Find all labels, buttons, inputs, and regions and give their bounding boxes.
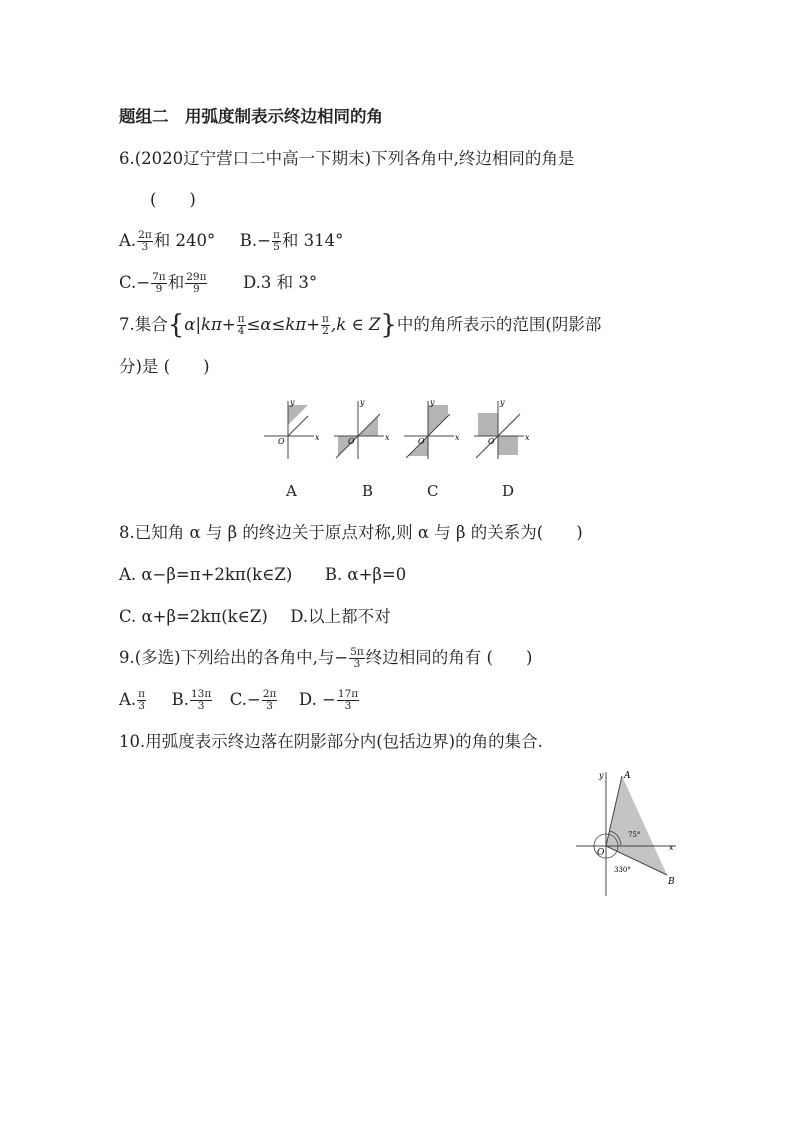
q7-set-a: α|kπ+ bbox=[184, 315, 236, 334]
q7-figure-b bbox=[334, 398, 390, 459]
q6-a-prefix: A. bbox=[119, 231, 137, 250]
right-brace-icon: } bbox=[380, 310, 397, 340]
q8-a: A. α−β=π+2kπ(k∈Z) bbox=[119, 565, 293, 584]
q7-a-y-label: y bbox=[290, 398, 295, 407]
q7-b-y-label: y bbox=[360, 398, 365, 407]
q6-d-text: D.3 和 3° bbox=[242, 273, 318, 292]
q7-c-x-label: x bbox=[455, 433, 460, 442]
q8-c: C. α+β=2kπ(k∈Z) bbox=[119, 607, 268, 626]
q9-c-fraction: $\frac{2\pi}{3}$ bbox=[262, 688, 277, 712]
q7-d-x-label: x bbox=[525, 433, 530, 442]
q7-options-figure bbox=[262, 397, 534, 463]
q8-stem: 8.已知角 α 与 β 的终边关于原点对称,则 α 与 β 的关系为( ) bbox=[119, 523, 583, 542]
q7-a-origin: O bbox=[278, 437, 285, 446]
q9-b-fraction: $\frac{13\pi}{3}$ bbox=[190, 688, 212, 712]
q10-label-b: B bbox=[668, 877, 675, 887]
q7-set-c: ,k ∈ Z bbox=[330, 315, 381, 334]
q7-figure-d bbox=[474, 398, 530, 459]
q7-set-b: ≤α≤kπ+ bbox=[246, 315, 321, 334]
q6-c-fraction-1: $\frac{7\pi}{9}$ bbox=[152, 271, 166, 295]
q6-a-fraction: $\frac{2\pi}{3}$ bbox=[138, 229, 152, 253]
q7-suffix: 中的角所表示的范围(阴影部 bbox=[396, 315, 602, 334]
q7-d-origin: O bbox=[488, 437, 495, 446]
q6-a-text: 和 240° bbox=[153, 231, 216, 250]
q9-d-fraction: $\frac{17\pi}{3}$ bbox=[337, 688, 359, 712]
q7-line2: 分)是 ( ) bbox=[119, 357, 210, 376]
q6-stem: 6.(2020辽宁营口二中高一下期末)下列各角中,终边相同的角是 bbox=[119, 149, 575, 168]
q10-angle-330: 330° bbox=[614, 866, 631, 874]
q10-figure bbox=[572, 768, 684, 900]
q8-options-ab bbox=[119, 563, 406, 587]
q9-a-prefix: A. bbox=[119, 690, 137, 709]
q10-label-y: y bbox=[599, 771, 604, 780]
q7-fraction-2: $\frac{\pi}{2}$ bbox=[322, 313, 329, 337]
q9-b-prefix: B. bbox=[171, 690, 189, 709]
q8-d: D.以上都不对 bbox=[290, 607, 391, 626]
q6-b-text: 和 314° bbox=[281, 231, 344, 250]
q7-figure-a bbox=[264, 398, 320, 459]
q9-c-prefix: C.− bbox=[229, 690, 261, 709]
q7-a-x-label: x bbox=[315, 433, 320, 442]
q6-options-ab bbox=[119, 229, 343, 253]
q7-option-a-label: A bbox=[286, 482, 297, 500]
q6-c-mid: 和 bbox=[167, 273, 185, 292]
q9-stem-a: 9.(多选)下列给出的各角中,与− bbox=[119, 648, 349, 667]
q10-label-a: A bbox=[624, 771, 631, 781]
q7-figure-c bbox=[404, 398, 460, 459]
q7-c-origin: O bbox=[418, 437, 425, 446]
q9-stem-b: 终边相同的角有 ( ) bbox=[365, 648, 533, 667]
q6-c-prefix: C.− bbox=[119, 273, 151, 292]
q10-angle-75: 75° bbox=[628, 831, 641, 839]
left-brace-icon: { bbox=[167, 310, 185, 340]
q7-b-origin: O bbox=[348, 437, 355, 446]
q7-option-b-label: B bbox=[362, 482, 374, 500]
q9-options bbox=[119, 688, 360, 712]
q7-option-c-label: C bbox=[427, 482, 439, 500]
q8-options-cd bbox=[119, 605, 391, 629]
q9-d-prefix: D. − bbox=[298, 690, 336, 709]
q6-c-fraction-2: $\frac{29\pi}{9}$ bbox=[186, 271, 207, 295]
q7-stem bbox=[119, 310, 602, 340]
q9-stem bbox=[119, 646, 532, 670]
section-title: 题组二 用弧度制表示终边相同的角 bbox=[119, 107, 383, 126]
q6-b-fraction: $\frac{\pi}{5}$ bbox=[272, 229, 280, 253]
q7-fraction-1: $\frac{\pi}{4}$ bbox=[237, 313, 245, 337]
q7-option-d-label: D bbox=[502, 482, 515, 500]
q6-b-prefix: B.− bbox=[239, 231, 271, 250]
q6-blank: ( ) bbox=[150, 190, 196, 209]
q10-label-o: O bbox=[597, 848, 605, 858]
q7-d-y-label: y bbox=[500, 398, 505, 407]
q9-stem-fraction: $\frac{5\pi}{3}$ bbox=[350, 646, 364, 670]
q9-a-fraction: $\frac{\pi}{3}$ bbox=[138, 688, 146, 712]
q7-prefix: 7.集合 bbox=[119, 315, 168, 334]
q10-label-x: x bbox=[669, 843, 674, 852]
q7-c-y-label: y bbox=[430, 398, 435, 407]
q6-options-cd bbox=[119, 271, 317, 295]
q10-stem: 10.用弧度表示终边落在阴影部分内(包括边界)的角的集合. bbox=[119, 732, 543, 751]
q8-b: B. α+β=0 bbox=[324, 565, 407, 584]
q7-b-x-label: x bbox=[385, 433, 390, 442]
